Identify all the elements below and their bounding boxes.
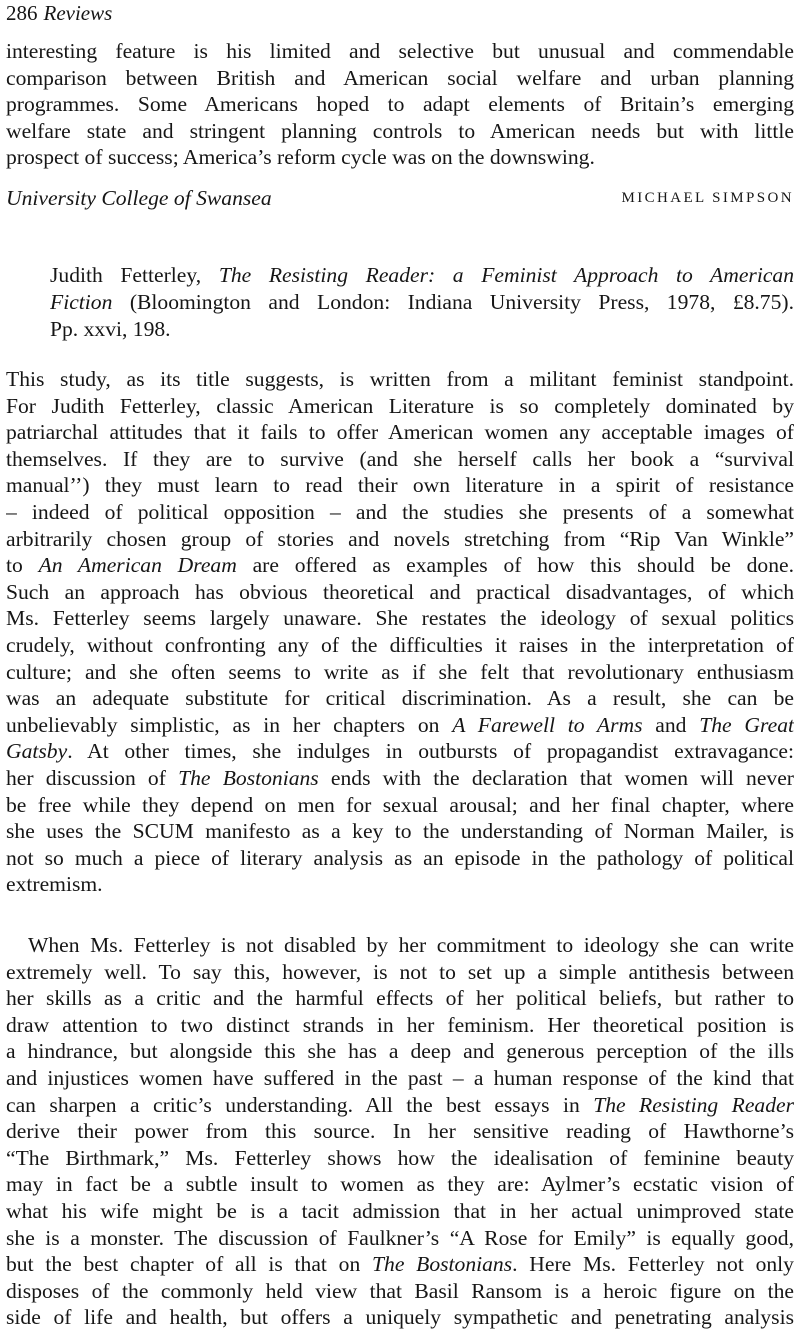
work-title: Gatsby: [6, 739, 68, 764]
text-line: manual’’) they must learn to read their own literature in a spirit of resistance: [6, 473, 794, 498]
review-paragraph-2: [6, 932, 794, 1331]
work-title: A Farewell to Arms: [452, 712, 643, 737]
running-header: [6, 0, 112, 26]
text-line: derive their power from this source. In her sensitive reading of Hawthorne’s: [6, 1119, 794, 1144]
text-line: side of life and health, but offers a uniquely sympathetic and penetrating analysis: [6, 1305, 794, 1330]
work-title: An American Dream: [38, 553, 237, 578]
text-line: [6, 765, 794, 792]
text-line: crudely, without confronting any of the difficulties it raises in the interpretation of: [6, 632, 794, 657]
text-line: themselves. If they are to survive (and she herself calls her book a “survival: [6, 446, 794, 471]
text-line: prospect of success; America’s reform cycle was on the downswing.: [6, 145, 595, 170]
text-fragment: to: [6, 553, 23, 578]
text-line: culture; and she often seems to write as if she felt that revolutionary enthusiasm: [6, 659, 794, 684]
text-fragment: but the best chapter of all is that on: [6, 1252, 361, 1277]
previous-review-ending: [6, 38, 794, 171]
text-fragment: and: [655, 712, 687, 737]
text-line: comparison between British and American social welfare and urban planning: [6, 65, 794, 90]
text-line: Such an approach has obvious theoretical and practical disadvantages, of which: [6, 579, 794, 604]
citation-line: [50, 289, 794, 316]
text-line: she uses the SCUM manifesto as a key to the understanding of Norman Mailer, is: [6, 819, 794, 844]
publication-details: (Bloomington and London: Indiana University Press, 1978, £8.75).: [129, 290, 794, 314]
text-line: she is a monster. The discussion of Faulkner’s “A Rose for Emily” is equally good,: [6, 1225, 794, 1250]
text-line: programmes. Some Americans hoped to adapt elements of Britain’s emerging: [6, 92, 794, 117]
work-title: The Resisting Reader: [593, 1092, 794, 1117]
text-line: extremely well. To say this, however, is not to set up a simple antithesis between: [6, 959, 794, 984]
text-line: arbitrarily chosen group of stories and novels stretching from “Rip Van Winkle”: [6, 526, 794, 551]
text-line: be free while they depend on men for sexual arousal; and her final chapter, where: [6, 792, 794, 817]
text-line: Ms. Fetterley seems largely unaware. She restates the ideology of sexual politics: [6, 606, 794, 631]
text-line: draw attention to two distinct strands in her feminism. Her theoretical position is: [6, 1012, 794, 1037]
book-title: The Resisting Reader: a Feminist Approach to American: [218, 263, 794, 287]
text-line: not so much a piece of literary analysis as an episode in the pathology of political: [6, 845, 794, 870]
text-line: – indeed of political opposition – and the studies she presents of a somewhat: [6, 499, 794, 524]
reviewer-institution: University College of Swansea: [6, 186, 272, 210]
work-title: The Bostonians: [178, 765, 319, 790]
book-author: Judith Fetterley,: [50, 263, 202, 287]
text-fragment: ends with the declaration that women will never: [330, 765, 794, 790]
text-line: and injustices women have suffered in the past – a human response of the kind that: [6, 1065, 794, 1090]
text-line: [6, 738, 794, 765]
text-fragment: unbelievably simplistic, as in her chapters on: [6, 712, 440, 737]
page-number: 286: [6, 1, 38, 25]
reviewer-signature: [6, 184, 794, 212]
text-line: a hindrance, but alongside this she has a deep and generous perception of the ills: [6, 1039, 794, 1064]
text-line: This study, as its title suggests, is written from a militant feminist standpoint.: [6, 367, 794, 391]
text-line: interesting feature is his limited and selective but unusual and commendable: [6, 39, 794, 63]
book-title-continued: Fiction: [50, 290, 113, 314]
book-citation: [50, 262, 794, 343]
text-line: what his wife might be is a tacit admission that in her actual unimproved state: [6, 1198, 794, 1223]
work-title: The Great: [699, 712, 794, 737]
citation-line: [50, 262, 794, 289]
text-line: her skills as a critic and the harmful effects of her political beliefs, but rather to: [6, 986, 794, 1011]
text-line: welfare state and stringent planning controls to American needs but with little: [6, 118, 794, 143]
text-line: [6, 712, 794, 739]
text-line: [6, 1092, 794, 1119]
text-fragment: . At other times, she indulges in outbursts of propagandist extravagance:: [67, 739, 794, 764]
text-fragment: are offered as examples of how this should be done.: [252, 553, 794, 578]
text-fragment: can sharpen a critic’s understanding. All the best essays in: [6, 1092, 580, 1117]
text-line: For Judith Fetterley, classic American Literature is so completely dominated by: [6, 393, 794, 418]
text-line: “The Birthmark,” Ms. Fetterley shows how the idealisation of feminine beauty: [6, 1145, 794, 1170]
text-fragment: . Here Ms. Fetterley not only: [512, 1252, 794, 1277]
work-title: The Bostonians: [372, 1252, 513, 1277]
text-line: [6, 1251, 794, 1278]
text-fragment: her discussion of: [6, 765, 166, 790]
text-line: When Ms. Fetterley is not disabled by her commitment to ideology she can write: [28, 933, 794, 957]
text-line: was an adequate substitute for critical discrimination. As a result, she can be: [6, 686, 794, 711]
running-title: Reviews: [43, 1, 113, 25]
text-line: [6, 552, 794, 579]
text-line: extremism.: [6, 872, 103, 897]
reviewer-name: MICHAEL SIMPSON: [621, 190, 794, 206]
text-line: patriarchal attitudes that it fails to offer American women any acceptable images of: [6, 420, 794, 445]
page-count: Pp. xxvi, 198.: [50, 317, 171, 341]
text-line: disposes of the commonly held view that Basil Ransom is a heroic figure on the: [6, 1278, 794, 1303]
text-line: may in fact be a subtle insult to women as they are: Aylmer’s ecstatic vision of: [6, 1172, 794, 1197]
review-paragraph-1: [6, 366, 794, 898]
